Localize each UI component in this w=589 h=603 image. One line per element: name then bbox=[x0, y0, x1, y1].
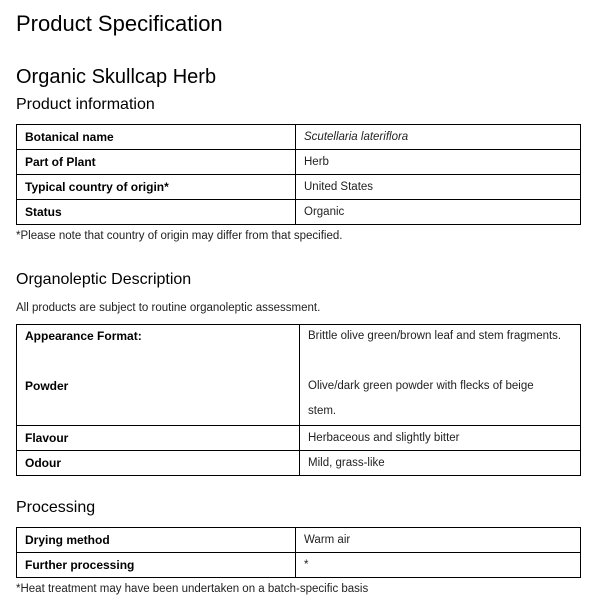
table-row bbox=[17, 150, 581, 175]
odour-value: Mild, grass-like bbox=[300, 451, 581, 476]
further-processing-label: Further processing bbox=[17, 553, 296, 578]
processing-table bbox=[16, 527, 581, 578]
table-row bbox=[17, 553, 581, 578]
table-row bbox=[17, 175, 581, 200]
table-row bbox=[17, 426, 581, 451]
table-row bbox=[17, 451, 581, 476]
table-row bbox=[17, 200, 581, 225]
table-row bbox=[17, 325, 581, 426]
heat-treatment-footnote: *Heat treatment may have been undertaken on a batch-specific basis bbox=[16, 583, 369, 595]
status-value: Organic bbox=[296, 200, 581, 225]
appearance-cell bbox=[17, 325, 300, 426]
spacer bbox=[25, 350, 299, 375]
organoleptic-intro: All products are subject to routine organoleptic assessment. bbox=[16, 302, 321, 314]
organoleptic-table bbox=[16, 324, 581, 476]
further-processing-value: * bbox=[296, 553, 581, 578]
document-title: Product Specification bbox=[16, 11, 223, 36]
powder-value-line1: Olive/dark green powder with flecks of beige bbox=[308, 380, 534, 392]
table-row bbox=[17, 125, 581, 150]
powder-label: Powder bbox=[25, 379, 69, 393]
country-of-origin-label: Typical country of origin* bbox=[17, 175, 296, 200]
part-of-plant-value: Herb bbox=[296, 150, 581, 175]
part-of-plant-label: Part of Plant bbox=[17, 150, 296, 175]
country-of-origin-value: United States bbox=[296, 175, 581, 200]
flavour-label: Flavour bbox=[17, 426, 300, 451]
product-name: Organic Skullcap Herb bbox=[16, 66, 217, 88]
drying-method-value: Warm air bbox=[296, 528, 581, 553]
flavour-value: Herbaceous and slightly bitter bbox=[300, 426, 581, 451]
spacer bbox=[25, 400, 299, 425]
product-info-table bbox=[16, 124, 581, 225]
botanical-name-label: Botanical name bbox=[17, 125, 296, 150]
origin-footnote: *Please note that country of origin may differ from that specified. bbox=[16, 230, 343, 242]
powder-value-line2: stem. bbox=[308, 405, 337, 417]
spacer bbox=[308, 350, 580, 375]
appearance-value-cell bbox=[300, 325, 581, 426]
botanical-name-value: Scutellaria lateriflora bbox=[296, 125, 581, 150]
status-label: Status bbox=[17, 200, 296, 225]
drying-method-label: Drying method bbox=[17, 528, 296, 553]
odour-label: Odour bbox=[17, 451, 300, 476]
organoleptic-heading: Organoleptic Description bbox=[16, 271, 192, 288]
appearance-format-value: Brittle olive green/brown leaf and stem fragments. bbox=[308, 330, 562, 342]
appearance-format-label: Appearance Format: bbox=[25, 329, 142, 343]
table-row bbox=[17, 528, 581, 553]
product-info-heading: Product information bbox=[16, 96, 155, 113]
processing-heading: Processing bbox=[16, 499, 96, 516]
